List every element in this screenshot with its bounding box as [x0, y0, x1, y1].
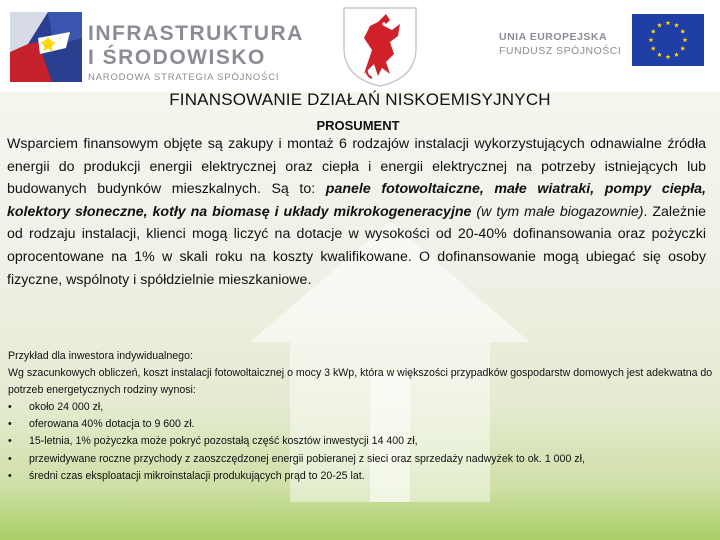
eu-label-line-1: UNIA EUROPEJSKA: [499, 31, 608, 43]
main-paragraph: [7, 133, 706, 291]
infrastruktura-emblem-icon: [8, 8, 84, 84]
example-list: [8, 399, 716, 484]
logo-subtitle: NARODOWA STRATEGIA SPÓJNOŚCI: [88, 72, 280, 83]
list-item-text: średni czas eksploatacji mikroinstalacji produkujących prąd to 20-25 lat.: [29, 469, 365, 482]
paragraph-text-2: . Zależnie od rodzaju instalacji, klienci mogą liczyć na dotacje w wysokości od 20-40% dofinansowania oraz pożyczki oprocentowane na 1% w skali roku na koszty kwalifikowane. O dofinansowanie mogą ubiegać się osoby fizyczne, wspólnoty i spółdzielnie mieszkaniowe.: [7, 203, 706, 288]
example-section: [8, 348, 716, 485]
list-item-text: 15-letnia, 1% pożyczka może pokryć pozostałą część kosztów inwestycji 14 400 zł,: [29, 435, 418, 448]
installation-types: panele fotowoltaiczne, małe wiatraki, pompy ciepła, kolektory słoneczne, kotły na biomasę i układy mikrokogeneracyjne: [7, 181, 707, 220]
example-intro: Wg szacunkowych obliczeń, koszt instalacji fotowoltaicznej o mocy 3 kWp, która w większości przypadków gospodarstw domowych jest adekwatna do potrzeb energetycznych rodziny wynosi:: [8, 367, 713, 397]
bullet: •: [8, 469, 12, 482]
list-item: [8, 433, 716, 450]
bullet: •: [8, 452, 12, 465]
header-bar: [0, 0, 720, 92]
example-heading: Przykład dla inwestora indywidualnego:: [8, 350, 193, 362]
list-item: [8, 468, 716, 485]
list-item: [8, 416, 716, 433]
bullet: •: [8, 435, 12, 448]
bullet: •: [8, 418, 12, 431]
slide-subtitle: PROSUMENT: [316, 118, 400, 133]
griffin-crest-icon: [334, 4, 426, 88]
eu-label-line-2: FUNDUSZ SPÓJNOŚCI: [499, 45, 622, 57]
list-item-text: oferowana 40% dotacja to 9 600 zł.: [29, 418, 195, 431]
biogas-note: (w tym małe biogazownie): [471, 203, 644, 220]
list-item-text: przewidywane roczne przychody z zaoszczędzonej energii pobieranej z sieci oraz sprzedaży nadwyżek to ok. 1 000 zł,: [29, 452, 585, 465]
bullet: •: [8, 401, 12, 414]
slide-title: FINANSOWANIE DZIAŁAŃ NISKOEMISYJNYCH: [169, 90, 551, 109]
list-item: [8, 399, 716, 416]
logo-title-line-2: I ŚRODOWISKO: [88, 46, 266, 69]
logo-title-line-1: INFRASTRUKTURA: [88, 22, 304, 45]
list-item-text: około 24 000 zł,: [29, 401, 104, 414]
infrastruktura-logo: [8, 8, 304, 86]
list-item: [8, 451, 716, 468]
paragraph-text-1: Wsparciem finansowym objęte są zakupy i montaż 6 rodzajów instalacji wykorzystujących odnawialne źródła energii do produkcji energii elektrycznej oraz ciepła i energii elektrycznej na potrzeby istniejących lub budowanych budynków mieszkalnych. Są to:: [7, 136, 706, 198]
eu-flag-icon: [632, 14, 704, 66]
